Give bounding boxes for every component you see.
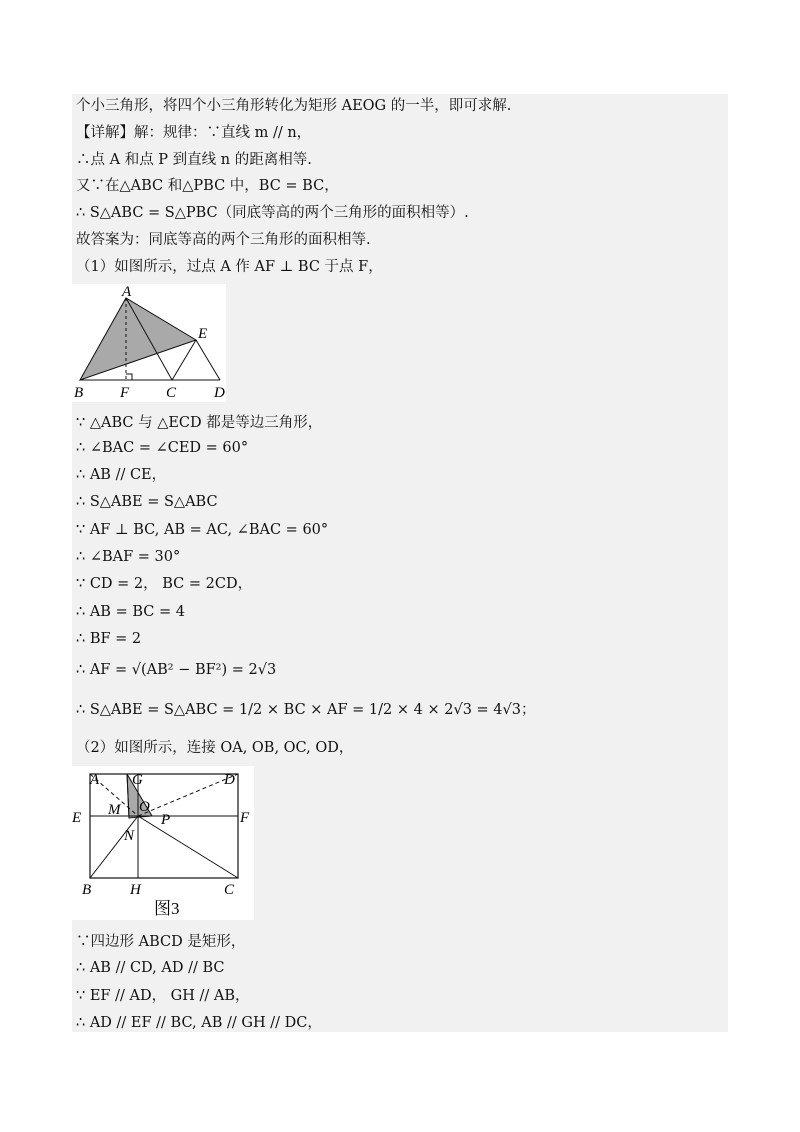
label-M: M xyxy=(108,802,121,818)
text-line-16: ∴ BF = 2 xyxy=(76,631,142,647)
text-line-17: ∴ AF = √(AB² − BF²) = 2√3 xyxy=(76,662,277,678)
label-F: F xyxy=(240,810,250,826)
text-line-6: 故答案为：同底等高的两个三角形的面积相等. xyxy=(76,232,371,248)
label-A: A xyxy=(90,772,100,788)
label-C: C xyxy=(224,882,235,898)
label-O: O xyxy=(139,799,150,815)
text-line-1: 个小三角形，将四个小三角形转化为矩形 AEOG 的一半，即可求解. xyxy=(76,98,512,114)
text-line-21: ∴ AB // CD, AD // BC xyxy=(76,960,225,976)
text-line-13: ∴ ∠BAF = 30° xyxy=(76,549,181,565)
label-C: C xyxy=(166,385,177,401)
label-E: E xyxy=(198,326,208,342)
label-N: N xyxy=(124,828,135,844)
label-G: G xyxy=(132,772,143,788)
label-F: F xyxy=(120,385,130,401)
text-line-8: ∵ △ABC 与 △ECD 都是等边三角形， xyxy=(76,415,323,431)
label-A: A xyxy=(122,284,132,300)
text-line-12: ∵ AF ⊥ BC, AB = AC, ∠BAC = 60° xyxy=(76,522,329,538)
figure-caption: 图3 xyxy=(154,899,180,918)
text-line-15: ∴ AB = BC = 4 xyxy=(76,604,185,620)
label-P: P xyxy=(161,812,171,828)
text-line-4: 又∵在△ABC 和△PBC 中，BC = BC， xyxy=(76,178,339,194)
text-line-20: ∵四边形 ABCD 是矩形， xyxy=(76,934,246,950)
text-line-2: 【详解】解：规律：∵直线 m // n， xyxy=(76,125,312,141)
figure-triangles xyxy=(72,284,226,402)
text-line-7: （1）如图所示，过点 A 作 AF ⊥ BC 于点 F， xyxy=(76,259,383,275)
text-line-5: ∴ S△ABC = S△PBC（同底等高的两个三角形的面积相等）. xyxy=(76,205,469,221)
text-line-3: ∴点 A 和点 P 到直线 n 的距离相等. xyxy=(76,152,312,168)
text-line-19: （2）如图所示，连接 OA, OB, OC, OD， xyxy=(76,740,354,756)
text-line-23: ∴ AD // EF // BC, AB // GH // DC， xyxy=(76,1015,322,1031)
figure-rectangle xyxy=(72,766,254,920)
label-E: E xyxy=(72,810,82,826)
text-line-10: ∴ AB // CE， xyxy=(76,467,167,483)
text-line-11: ∴ S△ABE = S△ABC xyxy=(76,494,218,510)
text-line-18: ∴ S△ABE = S△ABC = 1/2 × BC × AF = 1/2 × 4 × 2√3 = 4√3； xyxy=(76,702,536,718)
label-H: H xyxy=(130,882,141,898)
label-D: D xyxy=(214,385,225,401)
text-line-22: ∵ EF // AD， GH // AB， xyxy=(76,988,250,1004)
text-line-9: ∴ ∠BAC = ∠CED = 60° xyxy=(76,440,249,456)
label-D: D xyxy=(224,772,235,788)
text-line-14: ∵ CD = 2， BC = 2CD， xyxy=(76,576,253,592)
label-B: B xyxy=(82,882,92,898)
label-B: B xyxy=(74,385,84,401)
